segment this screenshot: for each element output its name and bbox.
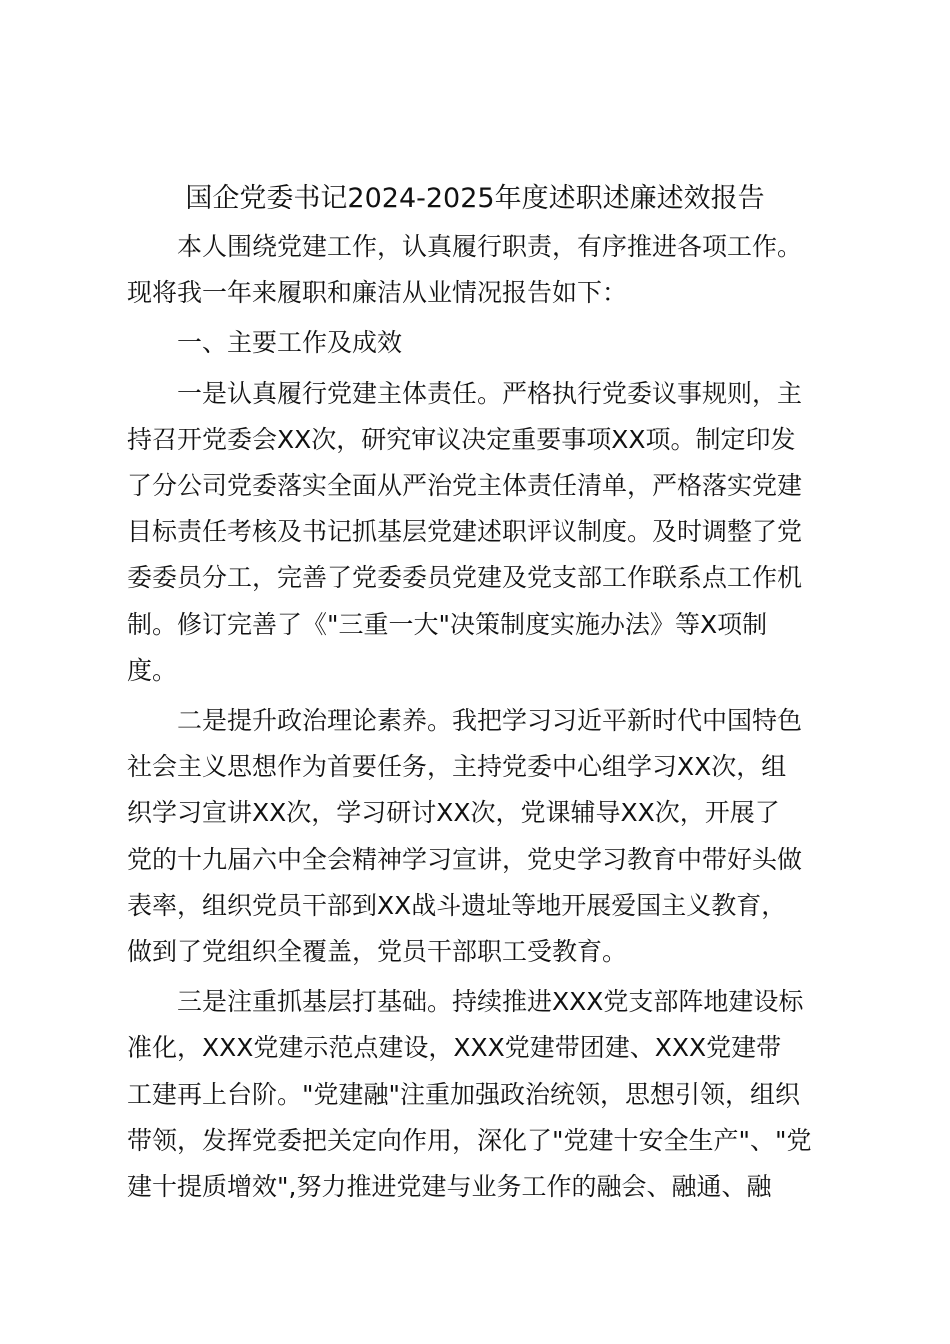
- text-line: 委委员分工，完善了党委委员党建及党支部工作联系点工作机: [127, 563, 803, 593]
- text-line: 制。修订完善了《"三重一大"决策制度实施办法》等X项制: [127, 609, 768, 639]
- text-line: 带领，发挥党委把关定向作用，深化了"党建十安全生产"、"党: [127, 1125, 812, 1155]
- text-line: 社会主义思想作为首要任务，主持党委中心组学习XX次，组: [127, 752, 787, 782]
- paragraph-item-3: [127, 979, 837, 1210]
- text-line: 度。: [127, 655, 178, 685]
- text-line: 了分公司党委落实全面从严治党主体责任清单，严格落实党建: [127, 471, 803, 501]
- text-line: 一、主要工作及成效: [177, 328, 403, 358]
- paragraph-intro: [127, 224, 837, 316]
- text-line: 现将我一年来履职和廉洁从业情况报告如下：: [127, 278, 628, 308]
- text-line: 表率，组织党员干部到XX战斗遗址等地开展爱国主义教育，: [127, 890, 787, 920]
- text-line: 三是注重抓基层打基础。持续推进XXX党支部阵地建设标: [177, 987, 804, 1017]
- text-line: 一是认真履行党建主体责任。严格执行党委议事规则，主: [177, 378, 803, 408]
- text-line: 做到了党组织全覆盖，党员干部职工受教育。: [127, 937, 628, 967]
- text-line: 持召开党委会XX次，研究审议决定重要事项XX项。制定印发: [127, 424, 796, 454]
- document-body: [127, 224, 837, 1210]
- text-line: 织学习宣讲XX次，学习研讨XX次，党课辅导XX次，开展了: [127, 798, 780, 828]
- text-line: 二是提升政治理论素养。我把学习习近平新时代中国特色: [177, 706, 803, 736]
- paragraph-item-1: [127, 371, 837, 694]
- text-line: 建十提质增效",努力推进党建与业务工作的融会、融通、融: [127, 1172, 772, 1202]
- text-line: 准化，XXX党建示范点建设，XXX党建带团建、XXX党建带: [127, 1033, 782, 1063]
- paragraph-item-2: [127, 698, 837, 975]
- text-line: 党的十九届六中全会精神学习宣讲，党史学习教育中带好头做: [127, 844, 803, 874]
- text-line: 本人围绕党建工作，认真履行职责，有序推进各项工作。: [177, 232, 803, 261]
- text-line: 目标责任考核及书记抓基层党建述职评议制度。及时调整了党: [127, 517, 803, 547]
- document-title: 国企党委书记2024-2025年度述职述廉述效报告: [185, 183, 765, 214]
- section-heading: [127, 320, 837, 366]
- text-line: 工建再上台阶。"党建融"注重加强政治统领，思想引领，组织: [127, 1079, 801, 1109]
